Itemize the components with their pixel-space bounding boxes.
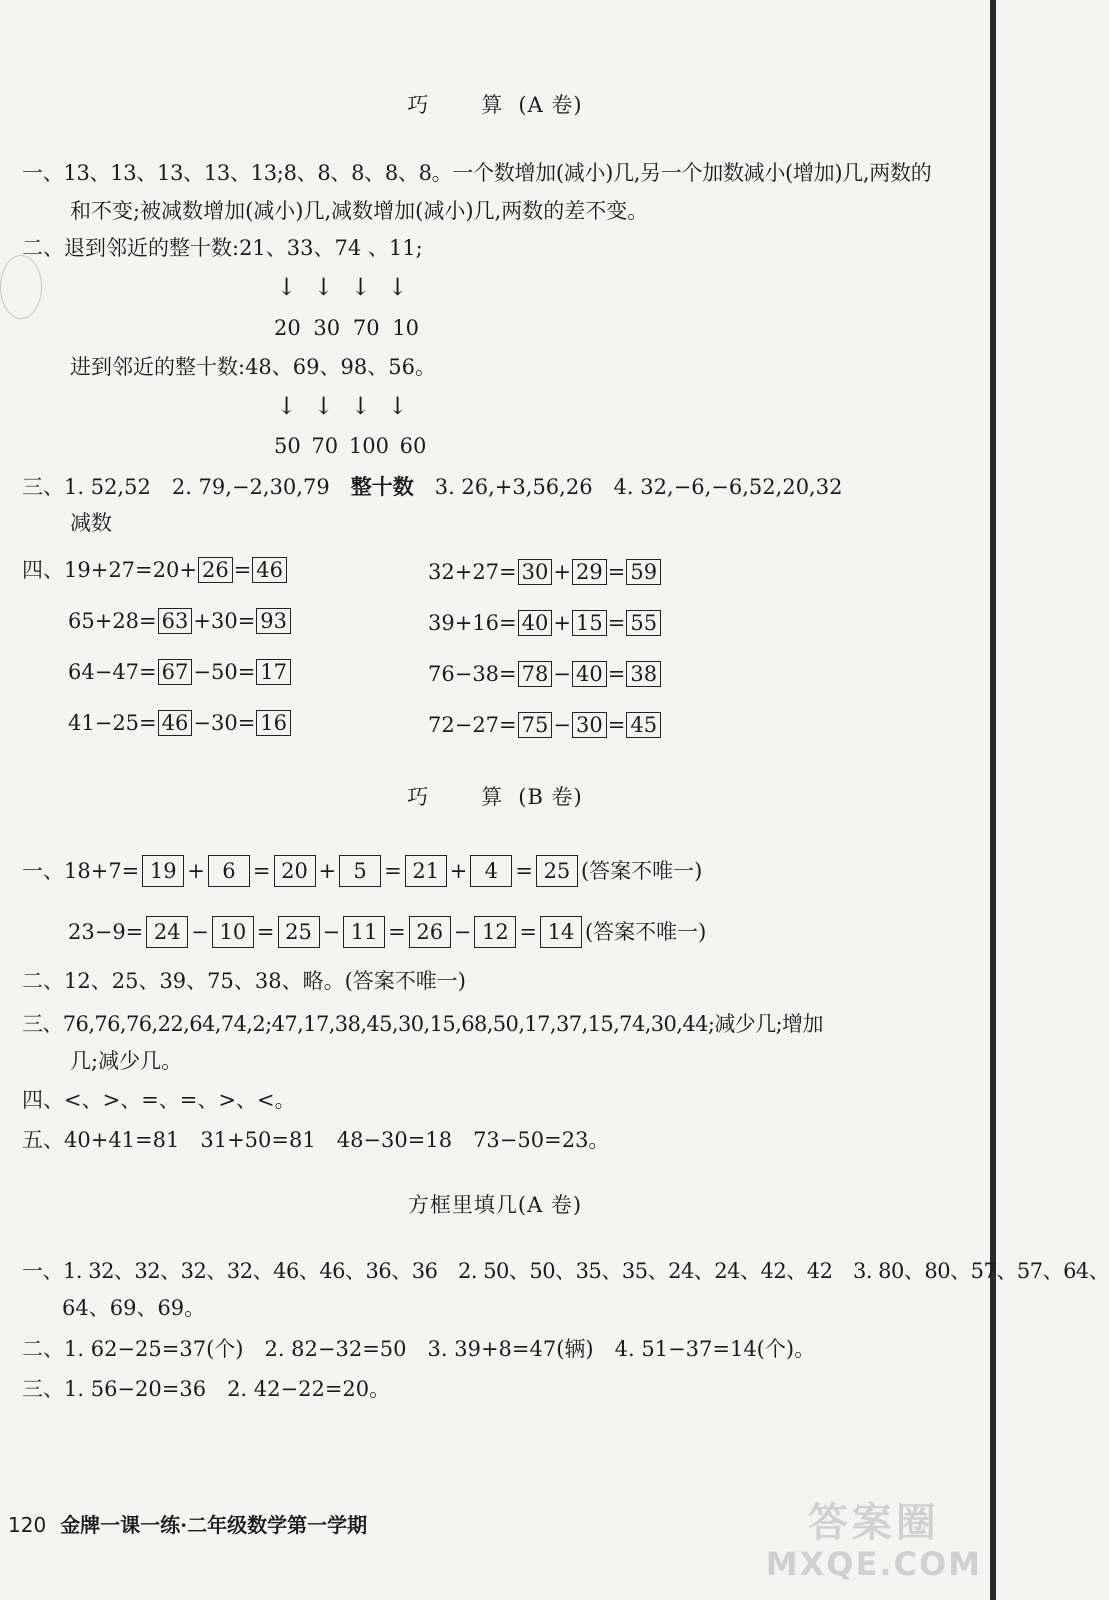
value: 70 xyxy=(311,434,339,458)
answer-box: 14 xyxy=(540,916,582,948)
operator: = xyxy=(607,560,626,584)
operator: + xyxy=(553,611,571,635)
section-title-qiaosuan-b xyxy=(0,782,990,812)
watermark-logo xyxy=(766,1500,982,1582)
c-q1-line2: 64、69、69。 xyxy=(62,1296,206,1320)
answer-box: 29 xyxy=(572,559,607,585)
answer-box: 55 xyxy=(626,610,661,636)
note: (答案不唯一) xyxy=(584,920,707,944)
b-q3-line2: 几;减少几。 xyxy=(70,1049,183,1073)
a-q4-left-row xyxy=(22,555,288,585)
answer-box: 38 xyxy=(626,661,661,687)
expr: 18+7= xyxy=(64,859,140,883)
value: 70 xyxy=(352,316,380,340)
down-arrow-icon: ↓ xyxy=(276,273,297,301)
operator: = xyxy=(384,859,402,883)
section-title-fangkuang-a: 方框里填几(A 卷) xyxy=(407,1193,583,1217)
operator: = xyxy=(607,662,626,686)
c-q3: 三、1. 56−20=36 2. 42−22=20。 xyxy=(22,1377,391,1401)
a-q3-line1 xyxy=(22,472,842,502)
value: 50 xyxy=(274,434,301,458)
a-q2-up-values xyxy=(274,431,426,461)
b-q2: 二、12、25、39、75、38、略。(答案不唯一) xyxy=(22,969,466,993)
expr: = xyxy=(233,558,252,582)
answer-box: 78 xyxy=(518,661,553,687)
answer-box: 11 xyxy=(343,916,385,948)
down-arrow-icon: ↓ xyxy=(350,392,371,420)
down-arrow-icon: ↓ xyxy=(313,273,334,301)
q-prefix: 一、 xyxy=(22,859,64,883)
b-q1-row2 xyxy=(68,916,706,948)
a-q2-down-arrows xyxy=(268,272,416,302)
a-q1-line2: 和不变;被减数增加(减小)几,减数增加(减小)几,两数的差不变。 xyxy=(70,199,649,223)
answer-box: 25 xyxy=(278,916,320,948)
a-q2-line1: 二、退到邻近的整十数:21、33、74 、11; xyxy=(22,236,423,260)
answer-box: 75 xyxy=(518,712,553,738)
a-q4-right-row xyxy=(428,557,662,587)
b-q5: 五、40+41=81 31+50=81 48−30=18 73−50=23。 xyxy=(22,1128,610,1152)
operator: − xyxy=(553,713,571,737)
operator: − xyxy=(453,920,472,944)
a-q4-right-row xyxy=(428,659,662,689)
answer-box: 67 xyxy=(158,659,193,685)
a-q1-line1: 一、13、13、13、13、13;8、8、8、8、8。一个数增加(减小)几,另一个加数减小(增加)几,两数的 xyxy=(22,161,932,185)
a-q3-part3: 3. 26,+3,56,26 4. 32,−6,−6,52,20,32 xyxy=(434,475,843,499)
answer-box: 45 xyxy=(626,712,661,738)
expr: 64−47= xyxy=(68,660,157,684)
down-arrow-icon: ↓ xyxy=(276,392,297,420)
watermark-url: MXQE.COM xyxy=(765,1545,982,1583)
operator: + xyxy=(553,560,571,584)
answer-box: 10 xyxy=(212,916,254,948)
operator: = xyxy=(607,611,626,635)
value: 60 xyxy=(399,434,427,458)
expr: 65+28= xyxy=(68,609,157,633)
down-arrow-icon: ↓ xyxy=(350,273,371,301)
answer-box: 19 xyxy=(142,855,184,887)
page-edge-shadow xyxy=(990,0,996,1600)
answer-box: 30 xyxy=(572,712,607,738)
answer-box: 40 xyxy=(572,661,607,687)
a-q3-part1: 三、1. 52,52 2. 79,−2,30,79 xyxy=(22,475,330,499)
operator: − xyxy=(191,920,209,944)
value: 20 xyxy=(274,316,301,340)
a-q2-down-values xyxy=(274,313,419,343)
c-q2: 二、1. 62−25=37(个) 2. 82−32=50 3. 39+8=47(辆) 4. 51−37=14(个)。 xyxy=(22,1337,816,1361)
answer-box: 46 xyxy=(252,557,287,583)
answer-box: 46 xyxy=(158,710,193,736)
section-title-qiaosuan-a xyxy=(0,90,990,120)
note: (答案不唯一) xyxy=(580,859,703,883)
expr: 23−9= xyxy=(68,920,144,944)
a-q2-up-arrows xyxy=(268,391,416,421)
answer-box: 30 xyxy=(518,559,553,585)
answer-box: 6 xyxy=(208,855,250,887)
expr: 76−38= xyxy=(428,662,517,686)
answer-box: 17 xyxy=(256,659,291,685)
answer-box: 25 xyxy=(536,855,578,887)
value: 30 xyxy=(313,316,341,340)
answer-box: 4 xyxy=(470,855,512,887)
answer-box: 93 xyxy=(256,608,291,634)
answer-box: 26 xyxy=(198,557,233,583)
operator: + xyxy=(449,859,468,883)
operator: = xyxy=(607,713,626,737)
answer-box: 12 xyxy=(474,916,516,948)
answer-box: 20 xyxy=(274,855,316,887)
answer-box: 24 xyxy=(146,916,188,948)
c-q1-line1: 一、1. 32、32、32、32、46、46、36、36 2. 50、50、35、35、24、24、42、42 3. 80、80、57、57、64、 xyxy=(22,1259,1109,1283)
a-q4-left-row xyxy=(68,657,292,687)
answer-box: 21 xyxy=(405,855,447,887)
value: 10 xyxy=(392,316,419,340)
a-q2-line2: 进到邻近的整十数:48、69、98、56。 xyxy=(70,355,436,379)
expr: 32+27= xyxy=(428,560,517,584)
answer-box: 59 xyxy=(626,559,661,585)
expr: 19+27=20+ xyxy=(64,558,197,582)
operator: = xyxy=(519,920,537,944)
a-q3-line2: 减数 xyxy=(70,511,112,535)
page-footer xyxy=(8,1510,367,1540)
book-title: 金牌一课一练·二年级数学第一学期 xyxy=(60,1513,368,1537)
expr: 39+16= xyxy=(428,611,517,635)
section-title-suffix: (B 卷) xyxy=(518,785,583,809)
operator: + xyxy=(318,859,337,883)
down-arrow-icon: ↓ xyxy=(387,392,408,420)
operator: − xyxy=(553,662,571,686)
a-q3-part2: 整十数 xyxy=(350,474,414,499)
q4-prefix: 四、 xyxy=(22,558,64,582)
section-title-word: 巧 算 xyxy=(407,785,519,809)
value: 100 xyxy=(348,434,389,458)
expr: +30= xyxy=(193,609,256,633)
a-q4-left-row xyxy=(68,606,292,636)
operator: − xyxy=(322,920,341,944)
expr: 72−27= xyxy=(428,713,517,737)
down-arrow-icon: ↓ xyxy=(387,273,408,301)
b-q3-line1: 三、76,76,76,22,64,74,2;47,17,38,45,30,15,68,50,17,37,15,74,30,44;减少几;增加 xyxy=(22,1012,823,1036)
watermark-text: 答案圈 xyxy=(807,1500,940,1546)
a-q4-left-row xyxy=(68,708,292,738)
section-title-word: 巧 算 xyxy=(407,93,519,117)
expr: −30= xyxy=(193,711,256,735)
down-arrow-icon: ↓ xyxy=(313,392,334,420)
b-q4: 四、<、>、=、=、>、<。 xyxy=(22,1088,296,1112)
answer-box: 26 xyxy=(409,916,451,948)
answer-box: 16 xyxy=(256,710,291,736)
operator: + xyxy=(187,859,205,883)
expr: −50= xyxy=(193,660,256,684)
operator: = xyxy=(388,920,406,944)
answer-box: 5 xyxy=(339,855,381,887)
operator: = xyxy=(515,859,533,883)
b-q1-row1 xyxy=(22,855,702,887)
expr: 41−25= xyxy=(68,711,157,735)
faint-stamp-mark xyxy=(0,255,42,319)
answer-box: 15 xyxy=(572,610,607,636)
page-number: 120 xyxy=(8,1513,47,1537)
a-q4-right-row xyxy=(428,710,662,740)
a-q4-right-row xyxy=(428,608,662,638)
section-title-suffix: (A 卷) xyxy=(518,93,583,117)
operator: = xyxy=(252,859,271,883)
answer-box: 63 xyxy=(158,608,193,634)
answer-box: 40 xyxy=(518,610,553,636)
operator: = xyxy=(256,920,275,944)
